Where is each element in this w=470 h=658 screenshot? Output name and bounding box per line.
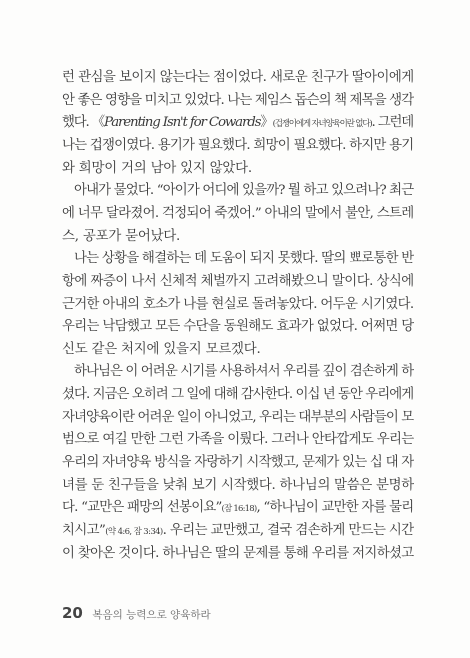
text-line [62,520,414,542]
text-line [62,271,414,293]
text-run: 했다. 《 [62,115,104,131]
text-line [62,429,414,451]
text-run: . 우리는 교만했고, 결국 겸손하게 만드는 시간 [162,523,414,538]
text-line [62,180,414,202]
text-run: 안 좋은 영향을 미치고 있었다. 나는 제임스 돕슨의 책 제목을 생각 [62,92,414,108]
text-run: 치시고” [62,523,106,538]
text-run: 근거한 아내의 호소가 나를 현실로 돌려놓았다. 어두운 시기였다. [62,296,414,312]
text-run: 우리는 낙담했고 모든 수단을 동원해도 효과가 없었다. 어쩌면 당 [62,319,414,335]
book-title: Parenting Isn't for Cowards [103,115,261,131]
page-footer [62,603,211,623]
citation: (약 4:6, 잠 3:34) [105,527,163,537]
text-line [62,543,414,565]
text-run: 셨다. 지금은 오히려 그 일에 대해 감사한다. 이십 년 동안 우리에게 [62,387,414,403]
text-line [62,497,414,519]
text-line [62,339,414,361]
text-line [62,135,414,157]
text-line [62,248,414,270]
text-run: 》 [260,115,273,131]
text-line [62,67,414,89]
text-line [62,226,414,248]
text-run: , “하나님이 교만한 자를 물리 [256,500,414,516]
text-run: 범으로 여길 만한 그런 가족을 이뤘다. 그러나 안타깝게도 우리는 [62,432,414,448]
text-line [62,361,414,383]
text-line [62,158,414,180]
text-line [62,112,414,134]
text-line [62,475,414,497]
text-line [62,384,414,406]
text-run: 와 희망이 거의 남아 있지 않았다. [62,160,252,176]
text-line [62,316,414,338]
text-line [62,407,414,429]
text-run: 신도 같은 처지에 있을지 모르겠다. [62,341,261,357]
citation: (잠 16:18) [221,504,257,515]
page-number: 20 [62,604,83,622]
text-run: 나는 상황을 해결하는 데 도움이 되지 못했다. 딸의 뾰로통한 반 [74,251,414,267]
text-run: 에 너무 달라졌어. 걱정되어 죽겠어.” 아내의 말에서 불안, 스트레 [62,205,414,221]
text-run: 하나님은 이 어려운 시기를 사용하셔서 우리를 깊이 겸손하게 하 [74,364,414,380]
text-run: 자녀양육이란 어려운 일이 아니었고, 우리는 대부분의 사람들이 모 [62,409,414,425]
text-run: 나는 겁쟁이였다. 용기가 필요했다. 희망이 필요했다. 하지만 용기 [62,137,414,153]
text-run: 녀를 둔 친구들을 낮춰 보기 시작했다. 하나님의 말씀은 분명하 [62,477,414,493]
text-run: 이 찾아온 것이다. 하나님은 딸의 문제를 통해 우리를 저지하셨고 [62,545,414,561]
text-run: 스, 공포가 묻어났다. [62,228,181,244]
text-run: 아내가 물었다. “아이가 어디에 있을까? 뭘 하고 있으려나? 최근 [74,183,414,199]
running-title: 복음의 능력으로 양육하라 [92,609,211,621]
text-line [62,452,414,474]
text-run: . 그런데 [371,115,414,131]
citation: (겁쟁이에게 자녀양육이란 없다) [272,119,372,130]
text-run: 다. “교만은 패망의 선봉이요” [62,500,222,516]
text-line [62,90,414,112]
text-run: 런 관심을 보이지 않는다는 점이었다. 새로운 친구가 딸아이에게 [62,70,414,85]
text-line [62,294,414,316]
text-run: 우리의 자녀양육 방식을 자랑하기 시작했고, 문제가 있는 십 대 자 [62,455,414,471]
text-line [62,203,414,225]
text-run: 항에 짜증이 나서 신체적 체벌까지 고려해봤으니 말이다. 상식에 [62,273,414,289]
